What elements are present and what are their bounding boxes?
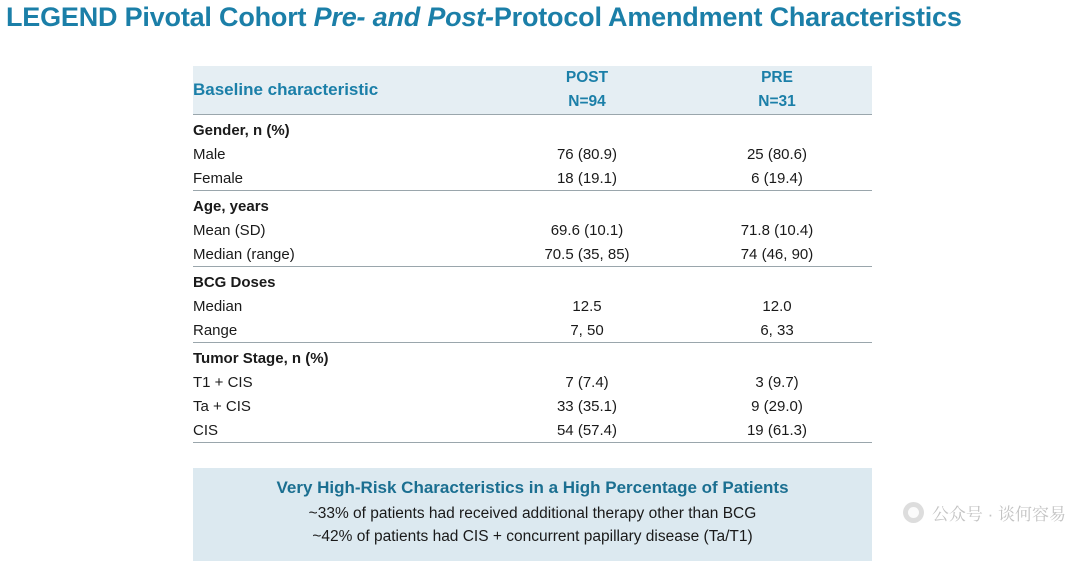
table-row (193, 191, 872, 219)
row-value-male-post: 76 (80.9) (556, 145, 618, 163)
table-row (193, 394, 872, 418)
row-value-male-pre: 25 (80.6) (746, 145, 808, 163)
title-part2: Protocol Amendment Characteristics (493, 2, 962, 32)
row-value-t1-cis-pre: 3 (9.7) (755, 373, 799, 391)
row-value-empty (682, 115, 872, 143)
watermark-text: 公众号 · 谈何容易 (931, 505, 1066, 524)
row-value-empty (492, 191, 682, 219)
table-row (193, 418, 872, 443)
row-value-cis-post: 54 (57.4) (492, 418, 682, 443)
row-category-age: Age, years (193, 191, 492, 219)
table-row (193, 343, 872, 371)
row-value-female-post: 18 (19.1) (556, 169, 618, 187)
title-italic: Pre- and Post- (313, 2, 494, 32)
column-header-pre-n: N=31 (758, 93, 796, 111)
row-category-bcg-doses: BCG Doses (193, 267, 492, 295)
row-label-male: Male (193, 145, 226, 163)
table-row (193, 166, 872, 191)
row-value-t1-cis-post: 7 (7.4) (565, 373, 609, 391)
table-row (193, 267, 872, 295)
row-value-median-pre: 12.0 (762, 297, 792, 315)
row-value-empty (682, 191, 872, 219)
row-value-mean-sd-pre: 71.8 (10.4) (740, 221, 814, 239)
table-body (193, 115, 872, 443)
row-value-ta-cis-post: 33 (35.1) (556, 397, 618, 415)
row-label-t1-cis: T1 + CIS (193, 373, 253, 391)
table-row (193, 142, 872, 166)
watermark (903, 500, 1066, 525)
row-label-ta-cis: Ta + CIS (193, 397, 251, 415)
row-label-median-range: Median (range) (193, 245, 295, 263)
callout-line-2: ~42% of patients had CIS + concurrent papillary disease (Ta/T1) (312, 528, 753, 546)
row-value-median-post: 12.5 (572, 297, 602, 315)
row-label-median: Median (193, 297, 243, 315)
row-label-female: Female (193, 169, 244, 187)
table-row (193, 218, 872, 242)
table-row (193, 242, 872, 267)
column-header-pre (682, 66, 872, 115)
table-row (193, 370, 872, 394)
row-value-mean-sd-post: 69.6 (10.1) (550, 221, 624, 239)
column-header-post (492, 66, 682, 115)
characteristics-table (193, 66, 872, 443)
page-title (6, 2, 1076, 33)
watermark-logo-icon (903, 502, 924, 523)
callout-box (193, 468, 872, 561)
table-header-row (193, 66, 872, 115)
table-header (193, 66, 872, 115)
callout-line-1: ~33% of patients had received additional therapy other than BCG (308, 505, 757, 522)
row-value-empty (492, 115, 682, 143)
row-value-empty (492, 343, 682, 371)
column-header-pre-name: PRE (761, 69, 793, 86)
row-value-median-range-post: 70.5 (35, 85) (544, 245, 630, 263)
table-row (193, 318, 872, 343)
row-value-ta-cis-pre: 9 (29.0) (751, 397, 803, 415)
row-category-gender: Gender, n (%) (193, 115, 492, 143)
row-value-range-post: 7, 50 (570, 321, 604, 339)
row-value-median-range-pre: 74 (46, 90) (740, 245, 814, 263)
row-category-tumor-stage: Tumor Stage, n (%) (193, 343, 492, 371)
characteristics-table-container (193, 66, 872, 443)
callout-title: Very High-Risk Characteristics in a High Percentage of Patients (276, 478, 789, 497)
column-header-baseline: Baseline characteristic (193, 80, 379, 100)
row-value-range-pre: 6, 33 (760, 321, 794, 339)
row-label-range: Range (193, 321, 238, 339)
row-label-cis: CIS (193, 418, 492, 443)
row-label-mean-sd: Mean (SD) (193, 221, 266, 239)
column-header-post-n: N=94 (568, 93, 606, 111)
column-header-post-name: POST (565, 69, 609, 86)
row-value-empty (682, 267, 872, 295)
table-row (193, 115, 872, 143)
title-part1: LEGEND Pivotal Cohort (6, 2, 314, 32)
row-value-empty (492, 267, 682, 295)
row-value-female-pre: 6 (19.4) (751, 169, 803, 187)
row-value-cis-pre: 19 (61.3) (682, 418, 872, 443)
row-value-empty (682, 343, 872, 371)
table-row (193, 294, 872, 318)
